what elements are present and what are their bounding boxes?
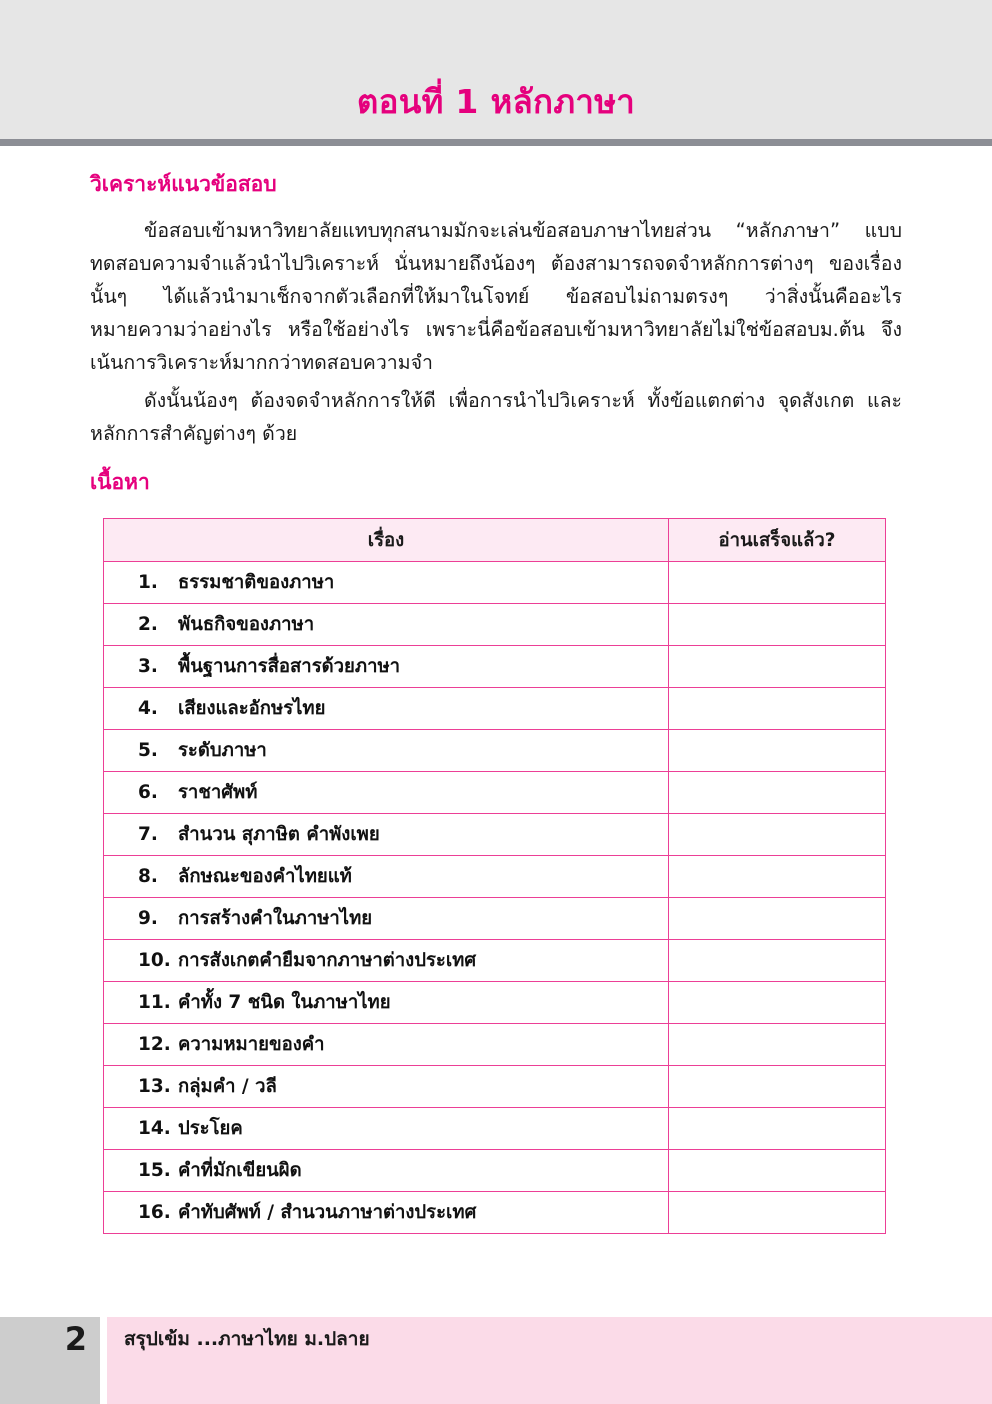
toc-cell-topic [104, 940, 669, 982]
table-row [104, 1066, 886, 1108]
toc-topic-inner [104, 1072, 668, 1101]
toc-item-label: พันธกิจของภาษา [178, 614, 315, 635]
intro-body-text [90, 214, 902, 450]
toc-item-label: สำนวน สุภาษิต คำพังเพย [178, 824, 380, 845]
toc-cell-done-checkbox[interactable] [669, 1024, 886, 1066]
toc-cell-topic [104, 1024, 669, 1066]
toc-body [104, 562, 886, 1234]
toc-topic-inner [104, 1114, 668, 1143]
toc-topic-inner [104, 1030, 668, 1059]
toc-item-number: 14. [138, 1118, 171, 1139]
toc-topic-inner [104, 568, 668, 597]
toc-item-number: 10. [138, 950, 171, 971]
toc-cell-done-checkbox[interactable] [669, 898, 886, 940]
toc-topic-inner [104, 904, 668, 933]
toc-cell-done-checkbox[interactable] [669, 730, 886, 772]
toc-item-label: คำทับศัพท์ / สำนวนภาษาต่างประเทศ [178, 1202, 477, 1223]
toc-header-row [104, 519, 886, 562]
table-row [104, 1192, 886, 1234]
toc-item-number: 13. [138, 1076, 171, 1097]
toc-cell-done-checkbox[interactable] [669, 982, 886, 1024]
toc-item-number: 7. [138, 824, 158, 845]
toc-item-number: 2. [138, 614, 158, 635]
intro-paragraph-1: ข้อสอบเข้ามหาวิทยาลัยแทบทุกสนามมักจะเล่นข้อสอบภาษาไทยส่วน “หลักภาษา” แบบทดสอบความจำแล้วนำไปวิเคราะห์ นั่นหมายถึงน้องๆ ต้องสามารถจดจำหลักการต่างๆ ของเรื่องนั้นๆ ได้แล้วนำมาเช็กจากตัวเลือกที่ให้มาในโจทย์ ข้อสอบไม่ถามตรงๆ ว่าสิ่งนั้นคืออะไร หมายความว่าอย่างไร หรือใช้อย่างไร เพราะนี่คือข้อสอบเข้ามหาวิทยาลัยไม่ใช่ข้อสอบม.ต้น จึงเน้นการวิเคราะห์มากกว่าทดสอบความจำ [90, 219, 902, 374]
toc-item-number: 12. [138, 1034, 171, 1055]
table-row [104, 1108, 886, 1150]
table-row [104, 814, 886, 856]
toc-column-header-done: อ่านเสร็จแล้ว? [669, 519, 886, 562]
toc-item-number: 9. [138, 908, 158, 929]
toc-item-label: ราชาศัพท์ [178, 782, 258, 803]
toc-cell-done-checkbox[interactable] [669, 1192, 886, 1234]
section-heading-exam-analysis: วิเคราะห์แนวข้อสอบ [90, 172, 277, 196]
toc-item-number: 6. [138, 782, 158, 803]
toc-topic-inner [104, 820, 668, 849]
toc-cell-done-checkbox[interactable] [669, 604, 886, 646]
table-row [104, 604, 886, 646]
toc-cell-topic [104, 688, 669, 730]
toc-topic-inner [104, 862, 668, 891]
toc-cell-topic [104, 982, 669, 1024]
toc-item-label: ลักษณะของคำไทยแท้ [178, 866, 352, 887]
table-row [104, 982, 886, 1024]
toc-cell-done-checkbox[interactable] [669, 688, 886, 730]
footer-page-number: 2 [64, 1320, 87, 1358]
toc-item-number: 16. [138, 1202, 171, 1223]
table-row [104, 856, 886, 898]
intro-paragraph-2: ดังนั้นน้องๆ ต้องจดจำหลักการให้ดี เพื่อการนำไปวิเคราะห์ ทั้งข้อแตกต่าง จุดสังเกต และหลักการสำคัญต่างๆ ด้วย [90, 389, 902, 445]
toc-cell-topic [104, 604, 669, 646]
table-row [104, 898, 886, 940]
toc-topic-inner [104, 1156, 668, 1185]
toc-topic-inner [104, 652, 668, 681]
toc-cell-done-checkbox[interactable] [669, 1066, 886, 1108]
table-row [104, 730, 886, 772]
table-row [104, 646, 886, 688]
toc-cell-done-checkbox[interactable] [669, 772, 886, 814]
toc-item-label: การสร้างคำในภาษาไทย [178, 908, 373, 929]
toc-item-number: 8. [138, 866, 158, 887]
toc-cell-topic [104, 730, 669, 772]
toc-item-label: พื้นฐานการสื่อสารด้วยภาษา [178, 656, 401, 677]
table-row [104, 1150, 886, 1192]
table-row [104, 688, 886, 730]
toc-item-label: กลุ่มคำ / วลี [178, 1076, 277, 1097]
toc-item-label: การสังเกตคำยืมจากภาษาต่างประเทศ [178, 950, 477, 971]
toc-cell-topic [104, 562, 669, 604]
toc-topic-inner [104, 778, 668, 807]
toc-item-label: คำทั้ง 7 ชนิด ในภาษาไทย [178, 992, 391, 1013]
table-row [104, 940, 886, 982]
toc-cell-topic [104, 1108, 669, 1150]
toc-topic-inner [104, 1198, 668, 1227]
toc-cell-done-checkbox[interactable] [669, 1108, 886, 1150]
toc-cell-topic [104, 1150, 669, 1192]
toc-cell-done-checkbox[interactable] [669, 562, 886, 604]
toc-item-number: 4. [138, 698, 158, 719]
toc-header-row-group [104, 519, 886, 562]
toc-item-number: 3. [138, 656, 158, 677]
toc-item-label: เสียงและอักษรไทย [178, 698, 326, 719]
footer-book-title: สรุปเข้ม ...ภาษาไทย ม.ปลาย [124, 1328, 370, 1350]
toc-topic-inner [104, 736, 668, 765]
toc-item-label: ธรรมชาติของภาษา [178, 572, 335, 593]
table-row [104, 562, 886, 604]
toc-topic-inner [104, 694, 668, 723]
table-of-contents [103, 518, 886, 1234]
table-row [104, 772, 886, 814]
table-of-contents-wrapper [103, 518, 885, 1234]
toc-cell-topic [104, 814, 669, 856]
table-row [104, 1024, 886, 1066]
toc-cell-topic [104, 1066, 669, 1108]
page-title: ตอนที่ 1 หลักภาษา [356, 82, 636, 121]
toc-topic-inner [104, 988, 668, 1017]
toc-cell-topic [104, 856, 669, 898]
toc-item-number: 11. [138, 992, 171, 1013]
toc-cell-topic [104, 772, 669, 814]
toc-topic-inner [104, 946, 668, 975]
toc-cell-done-checkbox[interactable] [669, 1150, 886, 1192]
toc-column-header-topic: เรื่อง [104, 519, 669, 562]
toc-item-label: ความหมายของคำ [178, 1034, 325, 1055]
toc-item-number: 5. [138, 740, 158, 761]
toc-item-number: 15. [138, 1160, 171, 1181]
toc-cell-done-checkbox[interactable] [669, 814, 886, 856]
page-header-band [0, 0, 992, 139]
header-divider-rule [0, 139, 992, 146]
section-heading-contents: เนื้อหา [90, 470, 150, 494]
toc-item-label: ระดับภาษา [178, 740, 267, 761]
toc-cell-done-checkbox[interactable] [669, 646, 886, 688]
toc-cell-topic [104, 646, 669, 688]
toc-item-label: คำที่มักเขียนผิด [178, 1160, 302, 1181]
toc-cell-topic [104, 898, 669, 940]
toc-cell-done-checkbox[interactable] [669, 940, 886, 982]
toc-item-label: ประโยค [178, 1118, 243, 1139]
toc-item-number: 1. [138, 572, 158, 593]
toc-cell-topic [104, 1192, 669, 1234]
toc-topic-inner [104, 610, 668, 639]
toc-cell-done-checkbox[interactable] [669, 856, 886, 898]
